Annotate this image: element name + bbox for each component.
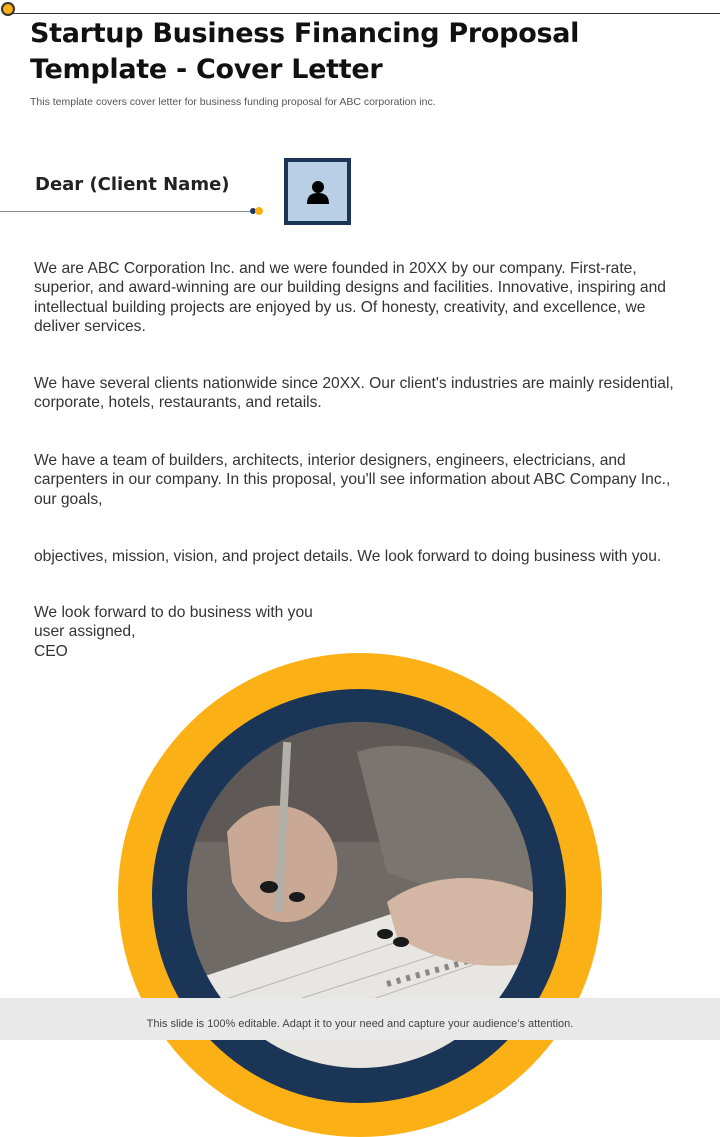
- salutation: Dear (Client Name): [35, 174, 230, 195]
- letter-closing: [34, 603, 313, 661]
- avatar: [284, 158, 351, 225]
- footer-note: This slide is 100% editable. Adapt it to your need and capture your audience’s attention.: [0, 998, 720, 1040]
- letter-paragraph-4: objectives, mission, vision, and project details. We look forward to doing business with you.: [34, 548, 662, 565]
- signature-name: user assigned,: [34, 623, 136, 641]
- salutation-underline: [0, 211, 250, 212]
- signature-title: CEO: [34, 642, 68, 660]
- page-subtitle: This template covers cover letter for business funding proposal for ABC corporation inc.: [30, 96, 436, 108]
- letter-paragraph-3: We have a team of builders, architects, interior designers, engineers, electricians, and carpenters in our company. In this proposal, you'll see information about ABC Company Inc., our goals,: [34, 452, 671, 508]
- top-rule: [10, 13, 720, 14]
- closing-line: We look forward to do business with you: [34, 604, 313, 621]
- letter-paragraph-1: We are ABC Corporation Inc. and we were founded in 20XX by our company. First-rate, superior, and award-winning are our building designs and facilities. Innovative, inspiring and intellectual building projects are enjoyed by us. Of honesty, creativity, and excellence, we deliver services.: [34, 260, 666, 336]
- user-icon: [307, 180, 329, 204]
- underline-dot-yellow: [255, 207, 263, 215]
- letter-paragraph-2: We have several clients nationwide since 20XX. Our client's industries are mainly residential, corporate, hotels, restaurants, and retails.: [34, 375, 674, 412]
- corner-dot: [1, 2, 15, 16]
- page-title: Startup Business Financing Proposal Template - Cover Letter: [30, 18, 580, 85]
